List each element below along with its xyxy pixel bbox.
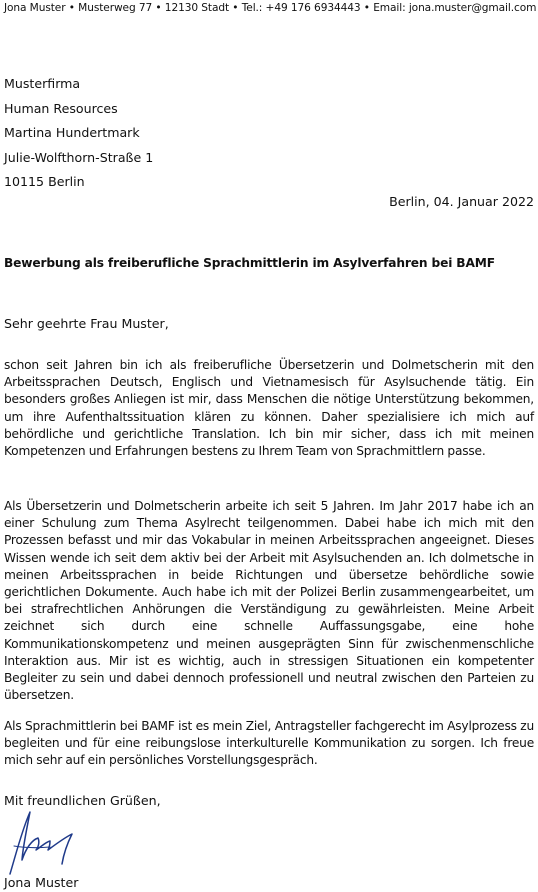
salutation: Sehr geehrte Frau Muster,	[4, 316, 169, 331]
handwritten-signature	[6, 808, 86, 878]
recipient-street: Julie-Wolfthorn-Straße 1	[4, 149, 154, 165]
signature-flourish	[14, 846, 50, 848]
letter-subject: Bewerbung als freiberufliche Sprachmittlerin im Asylverfahren bei BAMF	[4, 256, 495, 270]
letter-date: Berlin, 04. Januar 2022	[389, 194, 534, 209]
body-paragraph-1: schon seit Jahren bin ich als freiberufliche Übersetzerin und Dolmetscherin mit den Arbeitssprachen Deutsch, Englisch und Vietnamesisch für Asylsuchende tätig. Ein besonders großes Anliegen ist mir, dass Menschen die nötige Unterstützung bekommen, um ihre Aufenthaltssituation klären zu können. Daher spezialisiere ich mich auf behördliche und gerichtliche Translation. Ich bin mir sicher, dass ich mit meinen Kompetenzen und Erfahrungen bestens zu Ihrem Team von Sprachmittlern passe.	[4, 358, 534, 459]
body-paragraph-2: Als Übersetzerin und Dolmetscherin arbeite ich seit 5 Jahren. Im Jahr 2017 habe ich an einer Schulung zum Thema Asylrecht teilgenommen. Dabei habe ich mich mit den Prozessen befasst und mir das Vokabular in meinen Arbeitssprachen angeeignet. Dieses Wissen wende ich seit dem aktiv bei der Arbeit mit Asylsuchenden an. Ich dolmetsche in meinen Arbeitssprachen in beide Richtungen und übersetze behördliche sowie gerichtlichen Dokumente. Auch habe ich mit der Polizei Berlin zusammengearbeitet, um bei strafrechtlichen Anhörungen die Verständigung zu gewährleisten. Meine Arbeit zeichnet sich durch eine schnelle Auffassungsgabe, eine hohe Kommunikationskompetenz und meinen ausgeprägten Sinn für zwischenmenschliche Interaktion aus. Mir ist es wichtig, auch in stressigen Situationen ein kompetenter Begleiter zu sein und dabei dennoch professionell und neutral zwischen den Parteien zu übersetzen.	[4, 499, 534, 703]
closing-phrase: Mit freundlichen Grüßen,	[4, 793, 161, 808]
recipient-city: 10115 Berlin	[4, 174, 85, 190]
sender-name: Jona Muster	[4, 875, 79, 890]
sender-contact-line: Jona Muster • Musterweg 77 • 12130 Stadt • Tel.: +49 176 6934443 • Email: jona.muster@gmail.com	[4, 2, 537, 14]
recipient-department: Human Resources	[4, 100, 118, 116]
recipient-company: Musterfirma	[4, 76, 81, 91]
recipient-address-block	[4, 72, 153, 195]
signature-stroke	[10, 812, 72, 874]
body-paragraph-3: Als Sprachmittlerin bei BAMF ist es mein Ziel, Antragsteller fachgerecht im Asylprozess zu begleiten und für eine reibungslose interkulturelle Kommunikation zu sorgen. Ich freue mich sehr auf ein persönliches Vorstellungsgespräch.	[4, 719, 534, 768]
recipient-name: Martina Hundertmark	[4, 125, 140, 141]
